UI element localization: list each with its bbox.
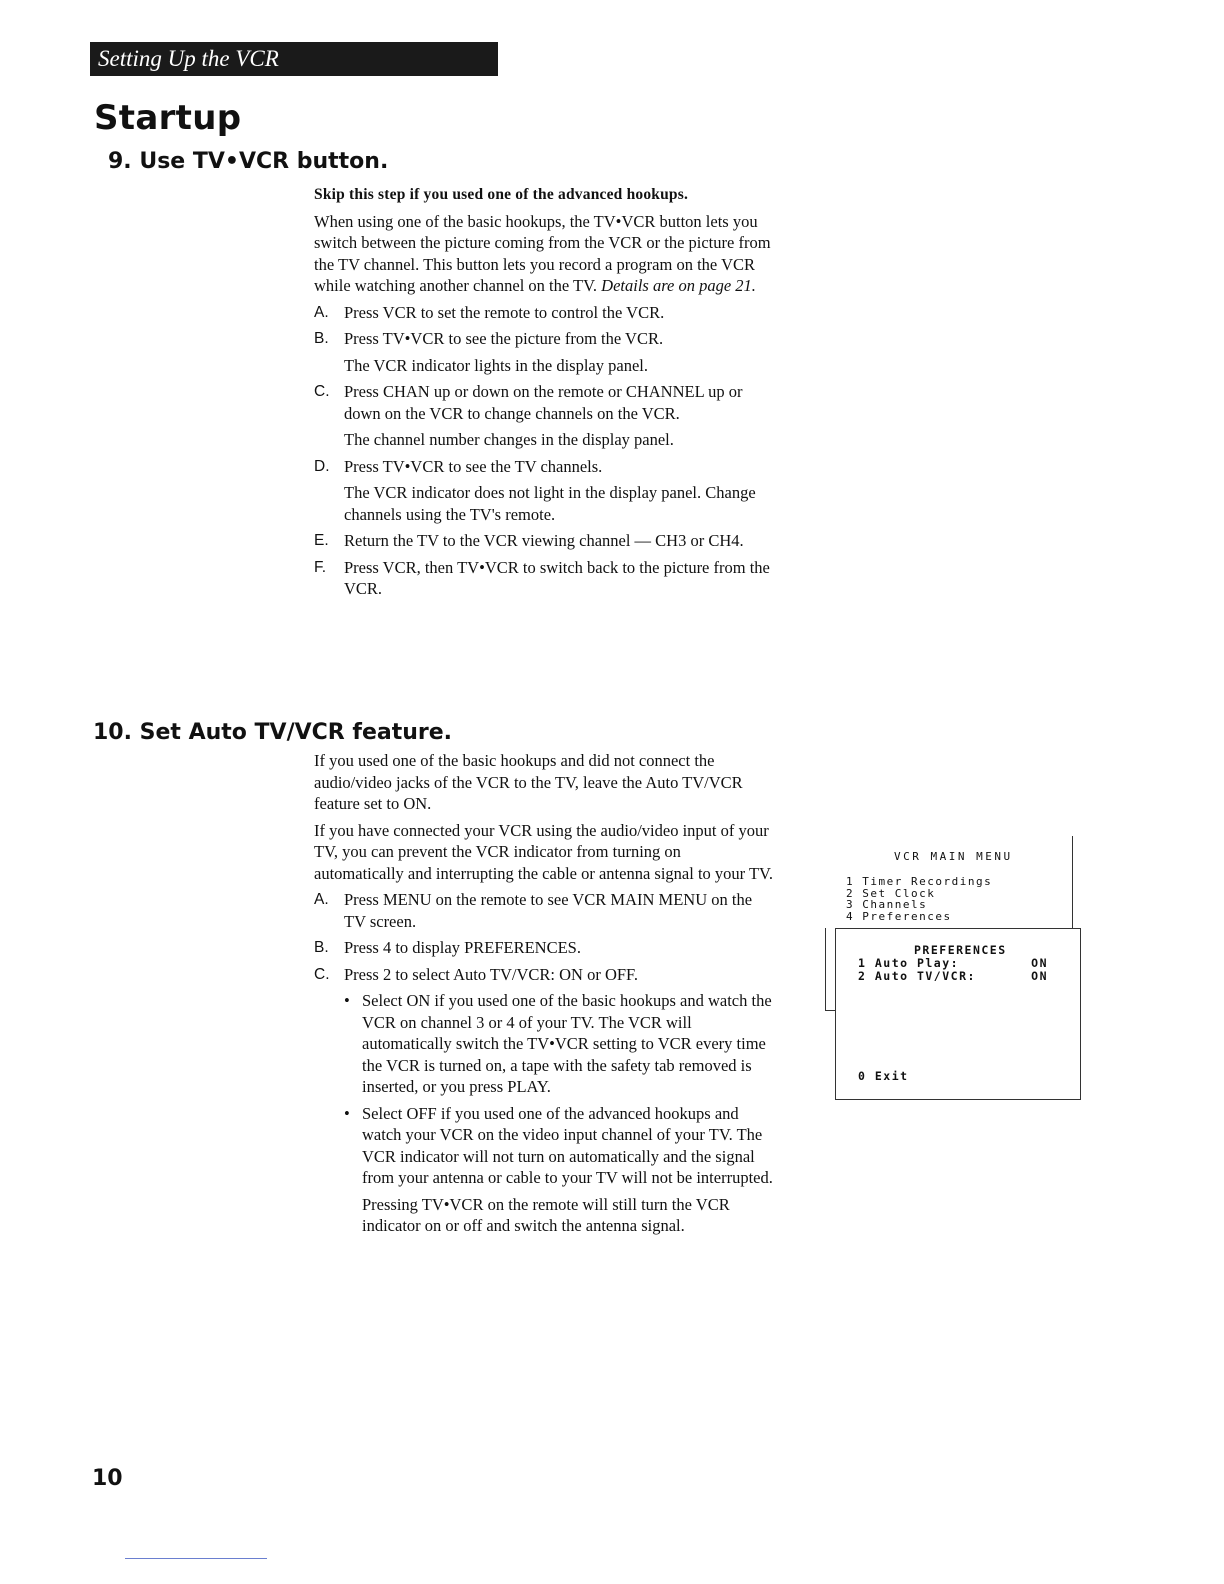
step9-intro-ref: Details are on page 21. (601, 276, 756, 295)
step-letter: A. (314, 303, 329, 321)
step9-body (314, 184, 774, 605)
step9-item (314, 328, 774, 350)
step-text: Press TV•VCR to see the TV channels. (344, 456, 603, 476)
step9-item (314, 302, 774, 324)
step-text: Press 2 to select Auto TV/VCR: ON or OFF. (344, 964, 639, 984)
step-letter: E. (314, 532, 329, 549)
main-menu-item: 2 Set Clock (846, 886, 936, 900)
step9-intro (314, 211, 774, 297)
bullet-item (314, 1103, 774, 1189)
step10-heading: 10. Set Auto TV/VCR feature. (93, 720, 453, 745)
step9-heading: 9. Use TV•VCR button. (108, 149, 389, 174)
step-note: The channel number changes in the display panel. (344, 430, 674, 449)
step-note: The VCR indicator lights in the display panel. (344, 355, 648, 375)
main-menu-items (846, 876, 992, 922)
step-letter: B. (314, 939, 329, 956)
step-letter: F. (314, 558, 327, 576)
step9-item (314, 381, 774, 424)
step-note: The VCR indicator does not light in the display panel. Change channels using the TV's remote. (344, 483, 756, 524)
step9-item (314, 456, 774, 478)
main-menu-item: 3 Channels (846, 898, 928, 911)
page-title: Startup (94, 98, 242, 138)
option-value: ON (1031, 956, 1048, 970)
step-letter: A. (314, 891, 329, 908)
bullet-text: Select OFF if you used one of the advanced hookups and watch your VCR on the video input channel of your TV. The VCR indicator will not turn on automatically and the signal from your antenna or cable to your TV will not be interrupted. (362, 1103, 773, 1187)
step10-item (314, 964, 774, 986)
option-value: ON (1031, 969, 1048, 983)
step10-item (314, 889, 774, 932)
preferences-title: PREFERENCES (914, 943, 1007, 957)
option-label: 2 Auto TV/VCR: (858, 969, 976, 983)
step9-skip-note: Skip this step if you used one of the advanced hookups. (314, 186, 689, 203)
step9-item (314, 530, 774, 552)
step10-item (314, 937, 774, 959)
page-number: 10 (92, 1466, 123, 1491)
preferences-menu-screen (835, 928, 1081, 1100)
step-text: Press CHAN up or down on the remote or CHANNEL up or down on the VCR to change channels on the VCR. (344, 382, 743, 423)
step9-intro-text: When using one of the basic hookups, the TV•VCR button lets you switch between the picture coming from the VCR or the picture from the TV channel. This button lets you record a program on the VCR while watching another channel on the TV. (314, 211, 771, 295)
step-letter: B. (314, 330, 329, 347)
bullet-dot-icon: • (344, 991, 350, 1010)
preferences-options (858, 957, 1048, 983)
step10-para2: If you have connected your VCR using the audio/video input of your TV, you can prevent the VCR indicator from turning on automatically and interrupting the cable or antenna signal to your TV. (314, 820, 773, 883)
main-menu-title: VCR MAIN MENU (894, 850, 1013, 863)
step-text: Press 4 to display PREFERENCES. (344, 938, 581, 957)
main-menu-item: 4 Preferences (846, 909, 952, 923)
step-letter: C. (314, 965, 330, 983)
bullet-item (314, 990, 774, 1098)
step9-item (314, 557, 774, 600)
preferences-exit: 0 Exit (858, 1069, 909, 1083)
bullet-note: Pressing TV•VCR on the remote will still turn the VCR indicator on or off and switch the antenna signal. (362, 1194, 730, 1235)
bullet-text: Select ON if you used one of the basic hookups and watch the VCR on channel 3 or 4 of your TV. The VCR will automatically switch the TV•VCR setting to VCR every time the VCR is turned on, a tape with the safety tab removed is inserted, or you press PLAY. (362, 991, 772, 1096)
step-text: Press VCR, then TV•VCR to switch back to the picture from the VCR. (344, 557, 770, 598)
step-text: Return the TV to the VCR viewing channel — CH3 or CH4. (344, 531, 744, 550)
bullet-dot-icon: • (344, 1103, 350, 1123)
preference-option (858, 970, 1048, 983)
step-text: Press TV•VCR to see the picture from the VCR. (344, 329, 664, 348)
step-letter: C. (314, 383, 330, 400)
step-text: Press VCR to set the remote to control the VCR. (344, 302, 665, 322)
vcr-main-menu-screen (828, 836, 1073, 942)
step10-body (314, 750, 774, 1242)
main-menu-item: 1 Timer Recordings (846, 875, 993, 888)
section-banner: Setting Up the VCR (90, 42, 498, 76)
step-letter: D. (314, 457, 330, 475)
step-text: Press MENU on the remote to see VCR MAIN MENU on the TV screen. (344, 890, 753, 931)
footer-rule (125, 1558, 267, 1559)
option-label: 1 Auto Play: (858, 956, 960, 970)
step10-para1: If you used one of the basic hookups and did not connect the audio/video jacks of the VCR to the TV, leave the Auto TV/VCR feature set to ON. (314, 751, 743, 813)
